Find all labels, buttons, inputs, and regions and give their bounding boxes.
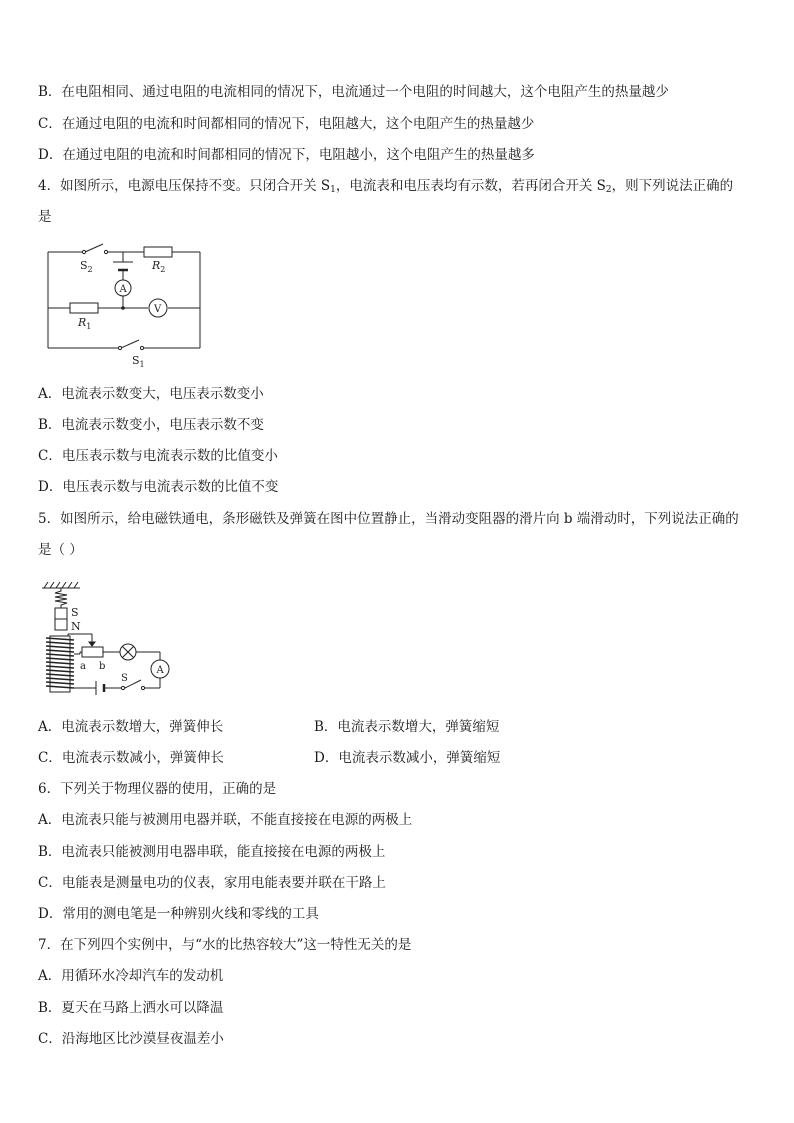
q6-option-d: D．常用的测电笔是一种辨别火线和零线的工具 (38, 906, 319, 922)
q3-option-b: B．在电阻相同、通过电阻的电流相同的情况下，电流通过一个电阻的时间越大，这个电阻产生的热量越少 (38, 84, 669, 100)
resistor-r1-icon (70, 303, 98, 313)
q4-stem-part-a: 4．如图所示，电源电压保持不变。只闭合开关 S (38, 178, 331, 194)
q4-stem-sub-2: 2 (605, 185, 612, 195)
bar-magnet-icon (55, 608, 67, 630)
q6-option-a: A．电流表只能与被测用电器并联，不能直接接在电源的两极上 (38, 812, 413, 828)
battery-icon (113, 262, 133, 270)
switch-label: S (121, 673, 128, 684)
magnet-south-label: S (71, 606, 79, 619)
q7-option-c: C．沿海地区比沙漠昼夜温差小 (38, 1031, 224, 1047)
q4-stem-sub-1: 1 (330, 185, 336, 195)
q4-stem-part-b: ，电流表和电压表均有示数，若再闭合开关 S (335, 178, 606, 194)
switch-contact-icon (141, 686, 144, 689)
slider-arrow-icon[interactable] (89, 638, 95, 646)
q5-stem: 5．如图所示，给电磁铁通电，条形磁铁及弹簧在图中位置静止，当滑动变阻器的滑片向 b 端滑动时，下列说法正确的 (38, 511, 739, 527)
q4-stem-line2: 是 (38, 209, 52, 225)
label-r1: $R_1$ (78, 316, 92, 331)
switch-s1-contact-icon (140, 346, 143, 349)
q4-stem (38, 177, 733, 199)
ammeter-label: A (119, 284, 127, 295)
q4-option-d: D．电压表示数与电流表示数的比值不变 (38, 479, 279, 495)
rheostat-end-b-label: b (99, 661, 106, 672)
q6-option-c: C．电能表是测量电功的仪表，家用电能表要并联在干路上 (38, 875, 386, 891)
q5-stem-line2: 是（ ） (38, 542, 83, 558)
switch-s2-contact-icon (104, 250, 107, 253)
rheostat-icon (82, 647, 103, 657)
q7-option-a: A．用循环水冷却汽车的发动机 (38, 968, 224, 984)
q5-option-b: B．电流表示数增大，弹簧缩短 (314, 719, 500, 735)
q3-option-d: D．在通过电阻的电流和时间都相同的情况下，电阻越小，这个电阻产生的热量越多 (38, 147, 535, 163)
q7-option-b: B．夏天在马路上洒水可以降温 (38, 1000, 224, 1016)
battery-icon (96, 681, 104, 695)
q4-option-c: C．电压表示数与电流表示数的比值变小 (38, 448, 278, 464)
electromagnet-coil-icon (46, 636, 74, 692)
switch-contact-icon (121, 686, 124, 689)
q4-option-b: B．电流表示数变小，电压表示数不变 (38, 417, 264, 433)
q7-stem: 7．在下列四个实例中，与“水的比热容较大”这一特性无关的是 (38, 937, 412, 953)
q6-stem: 6．下列关于物理仪器的使用，正确的是 (38, 781, 277, 797)
q5-option-a: A．电流表示数增大，弹簧伸长 (38, 719, 224, 735)
spring-icon (55, 588, 67, 608)
label-s1: $S_1$ (132, 354, 145, 369)
q5-option-d: D．电流表示数减小，弹簧缩短 (314, 750, 501, 766)
switch-s2-contact-icon (82, 250, 85, 253)
q4-stem-part-c: ，则下列说法正确的 (611, 178, 734, 194)
rheostat-end-a-label: a (80, 661, 86, 672)
junction-dot-icon (121, 306, 125, 310)
label-s2: $S_2$ (80, 259, 93, 274)
resistor-r2-icon (144, 247, 172, 257)
q6-option-b: B．电流表只能被测用电器串联，能直接接在电源的两极上 (38, 844, 386, 860)
lamp-icon (120, 644, 136, 660)
voltmeter-label: V (154, 304, 162, 315)
switch-s1-contact-icon (118, 346, 121, 349)
label-r2: $R_2$ (152, 259, 166, 274)
q4-option-a: A．电流表示数变大，电压表示数变小 (38, 386, 264, 402)
q5-electromagnet-diagram (38, 580, 178, 695)
ammeter-label: A (156, 665, 164, 676)
q3-option-c: C．在通过电阻的电流和时间都相同的情况下，电阻越大，这个电阻产生的热量越少 (38, 116, 535, 132)
q4-circuit-diagram (40, 240, 210, 370)
magnet-north-label: N (71, 620, 81, 633)
q5-option-c: C．电流表示数减小，弹簧伸长 (38, 750, 224, 766)
ceiling-icon (42, 582, 80, 588)
